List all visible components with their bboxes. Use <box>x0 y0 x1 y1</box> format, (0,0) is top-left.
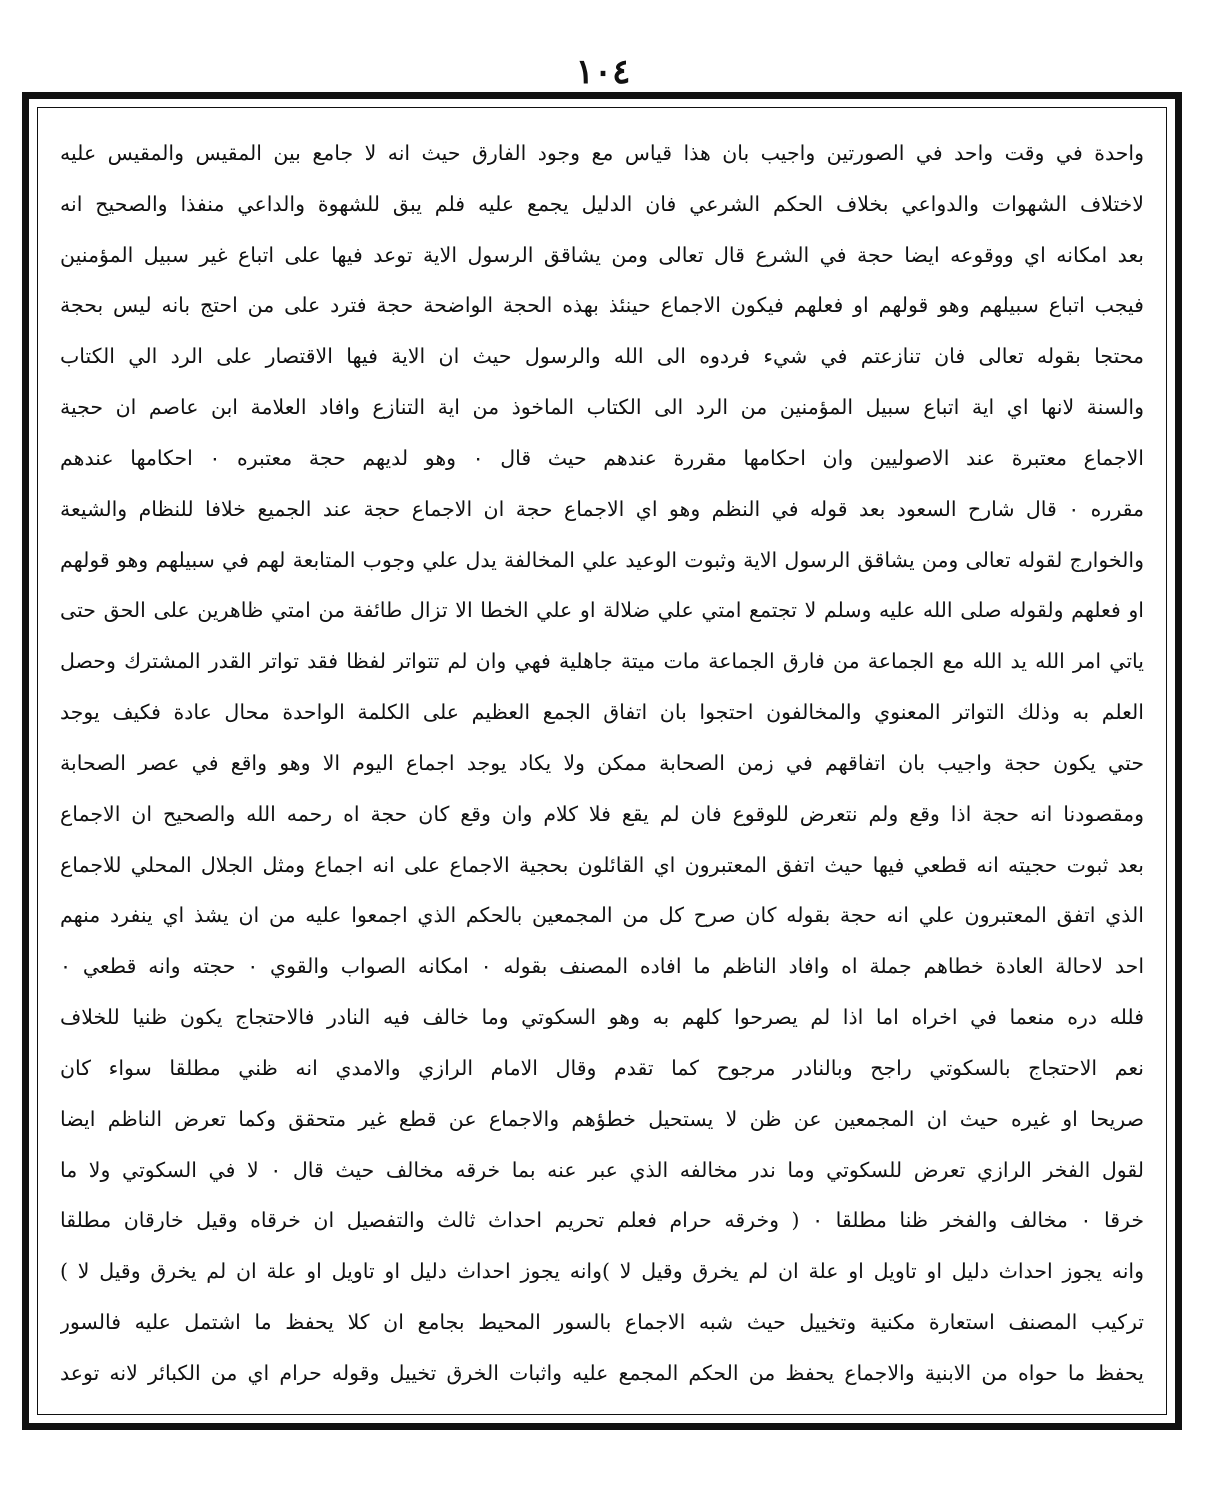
text-line: يحفظ ما حواه من الابنية والاجماع يحفظ من الحكم المجمع عليه واثبات الخرق تخييل وقوله حرام اي من الكبائر لانه توعد <box>60 1360 1144 1385</box>
text-line: بعد امكانه اي ووقوعه ايضا حجة في الشرع قال تعالى ومن يشاقق الرسول الاية توعد فيها على اتباع غير سبيل المؤمنين <box>60 242 1144 267</box>
text-line: لاختلاف الشهوات والدواعي بخلاف الحكم الشرعي فان الدليل يجمع عليه فلم يبق للشهوة والداعي منفذا والصحيح انه <box>60 191 1144 216</box>
text-line: الاجماع معتبرة عند الاصوليين وان احكامها مقررة عندهم حيث قال ٠ وهو لديهم حجة معتبره ٠ احكامها عندهم <box>60 445 1144 470</box>
text-line: العلم به وذلك التواتر المعنوي والمخالفون احتجوا بان اتفاق الجمع العظيم على الكلمة الواحدة محال عادة فكيف يوجد <box>60 700 1144 725</box>
text-line: فيجب اتباع سبيلهم وهو قولهم او فعلهم فيكون الاجماع حينئذ بهذه الحجة الواضحة حجة فترد على من احتج بانه ليس بحجة <box>60 293 1144 318</box>
text-line: او فعلهم ولقوله صلى الله عليه وسلم لا تجتمع امتي علي ضلالة او علي الخطا الا تزال طائفة من امتي ظاهرين على الحق حتى <box>60 598 1144 623</box>
text-line: خرقا ٠ مخالف والفخر ظنا مطلقا ٠ ( وخرقه حرام فعلم تحريم احداث ثالث والتفصيل ان خرقاه وقيل خارقان مطلقا <box>60 1208 1144 1233</box>
page-inner-border <box>37 107 1167 1415</box>
text-line: حتي يكون حجة واجيب بان اتفاقهم في زمن الصحابة ممكن ولا يكاد يوجد اجماع اليوم الا وهو واقع في عصر الصحابة <box>60 750 1144 775</box>
text-line: مقرره ٠ قال شارح السعود بعد قوله في النظم وهو اي الاجماع حجة ان الاجماع حجة عند الجميع خلافا للنظام والشيعة <box>60 496 1144 521</box>
text-line: بعد ثبوت حجيته انه قطعي فيها حيث اتفق المعتبرون اي القائلون بحجية الاجماع على انه اجماع ومثل الجلال المحلي للاجماع <box>60 852 1144 877</box>
text-line: والخوارج لقوله تعالى ومن يشاقق الرسول الاية وثبوت الوعيد علي المخالفة يدل علي وجوب المتابعة لهم في سبيلهم وهو قولهم <box>60 547 1144 572</box>
text-line: فلله دره منعما في اخراه اما اذا لم يصرحوا كلهم به وهو السكوتي وما خالف فيه النادر فالاحتجاج يكون ظنيا للخلاف <box>60 1005 1144 1030</box>
text-body <box>60 130 1144 1396</box>
page-number: ١٠٤ <box>575 52 631 92</box>
text-line: صريحا او غيره حيث ان المجمعين عن ظن لا يستحيل خطؤهم والاجماع عن قطع غير متحقق وكما تعرض الناظم ايضا <box>60 1106 1144 1131</box>
text-line: والسنة لانها اي اية اتباع سبيل المؤمنين من الرد الى الكتاب الماخوذ من اية التنازع وافاد العلامة ابن عاصم ان حجية <box>60 395 1144 420</box>
text-line: ياتي امر الله يد الله مع الجماعة من فارق الجماعة مات ميتة جاهلية فهي وان لم تتواتر لفظا فقد تواتر القدر المشترك وحصل <box>60 649 1144 674</box>
text-line: واحدة في وقت واحد في الصورتين واجيب بان هذا قياس مع وجود الفارق حيث انه لا جامع بين المقيس والمقيس عليه <box>60 141 1144 165</box>
text-line: وانه يجوز احداث دليل او تاويل او علة ان لم يخرق وقيل لا )وانه يجوز احداث دليل او تاويل او علة ان لم يخرق وقيل لا ) <box>60 1259 1144 1284</box>
text-line: لقول الفخر الرازي تعرض للسكوتي وما ندر مخالفه الذي عبر عنه بما خرقه مخالف حيث قال ٠ لا في السكوتي ولا ما <box>60 1157 1144 1182</box>
text-line: الذي اتفق المعتبرون علي انه حجة بقوله كان صرح كل من المجمعين بالحكم الذي اجمعوا عليه من ان يشذ اي ينفرد منهم <box>60 903 1144 928</box>
text-line: ومقصودنا انه حجة اذا وقع ولم نتعرض للوقوع فان لم يقع فلا كلام وان وقع كان حجة اه رحمه الله والصحيح ان الاجماع <box>60 801 1144 826</box>
text-line: نعم الاحتجاج بالسكوتي راجح وبالنادر مرجوح كما تقدم وقال الامام الرازي والامدي انه ظني مطلقا سواء كان <box>60 1055 1144 1080</box>
text-line: احد لاحالة العادة خطاهم جملة اه وافاد الناظم ما افاده المصنف بقوله ٠ امكانه الصواب والقوي ٠ حجته وانه قطعي ٠ <box>60 954 1144 979</box>
page-border <box>22 92 1182 1430</box>
text-line: تركيب المصنف استعارة مكنية وتخييل حيث شبه الاجماع بالسور المحيط بجامع ان كلا يحفظ ما اشتمل عليه فالسور <box>60 1310 1144 1335</box>
text-line: محتجا بقوله تعالى فان تنازعتم في شيء فردوه الى الله والرسول حيث ان الاية فيها الاقتصار على الرد الي الكتاب <box>60 344 1144 369</box>
